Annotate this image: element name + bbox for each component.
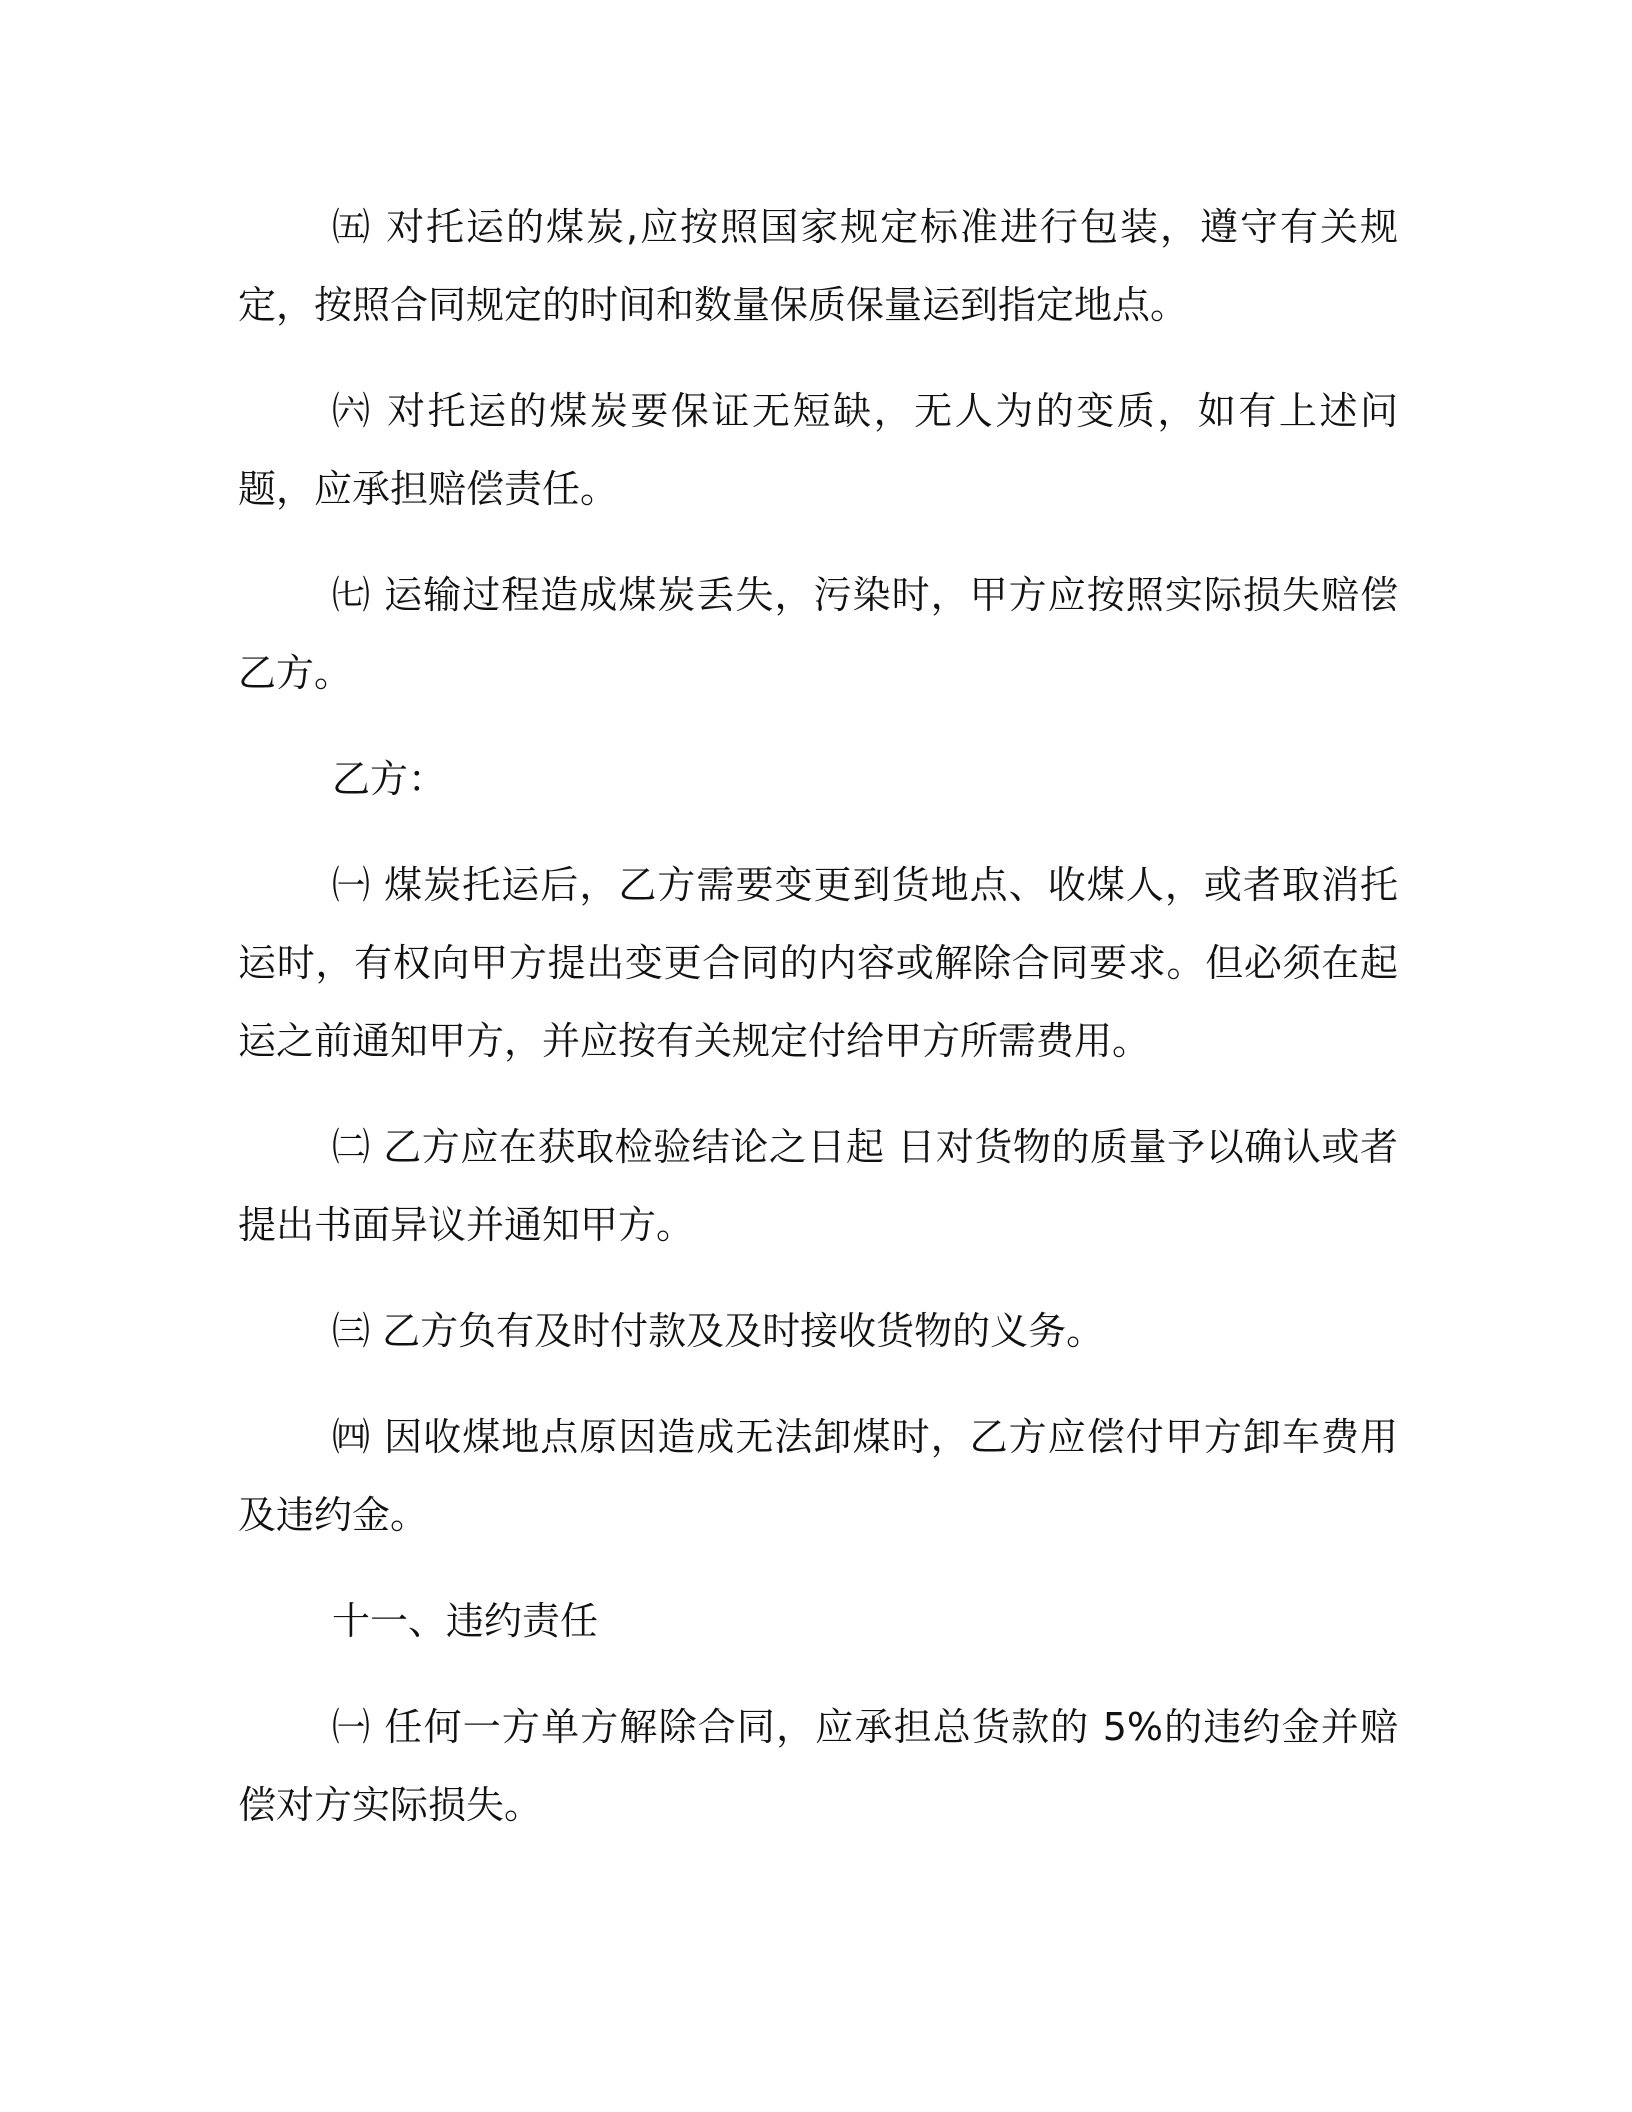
party-yi-heading: 乙方： <box>332 757 447 801</box>
section-11-heading: 十一、违约责任 <box>332 1599 599 1643</box>
clause-yi-4: ㈣ 因收煤地点原因造成无法卸煤时，乙方应偿付甲方卸车费用及违约金。 <box>238 1415 1398 1537</box>
clause-jia-5: ㈤ 对托运的煤炭,应按照国家规定标准进行包装，遵守有关规定，按照合同规定的时间和数量保质保量运到指定地点。 <box>238 205 1398 327</box>
clause-jia-7: ㈦ 运输过程造成煤炭丢失，污染时，甲方应按照实际损失赔偿乙方。 <box>238 573 1398 695</box>
clause-breach-1: ㈠ 任何一方单方解除合同，应承担总货款的 5%的违约金并赔偿对方实际损失。 <box>238 1705 1398 1827</box>
clause-yi-3: ㈢ 乙方负有及时付款及及时接收货物的义务。 <box>332 1309 1105 1353</box>
document-body <box>238 188 1398 1872</box>
clause-yi-2: ㈡ 乙方应在获取检验结论之日起 日对货物的质量予以确认或者提出书面异议并通知甲方。 <box>238 1125 1398 1247</box>
clause-jia-6: ㈥ 对托运的煤炭要保证无短缺，无人为的变质，如有上述问题，应承担赔偿责任。 <box>238 389 1398 511</box>
clause-yi-1: ㈠ 煤炭托运后，乙方需要变更到货地点、收煤人，或者取消托运时，有权向甲方提出变更合同的内容或解除合同要求。但必须在起运之前通知甲方，并应按有关规定付给甲方所需费用。 <box>238 863 1398 1063</box>
